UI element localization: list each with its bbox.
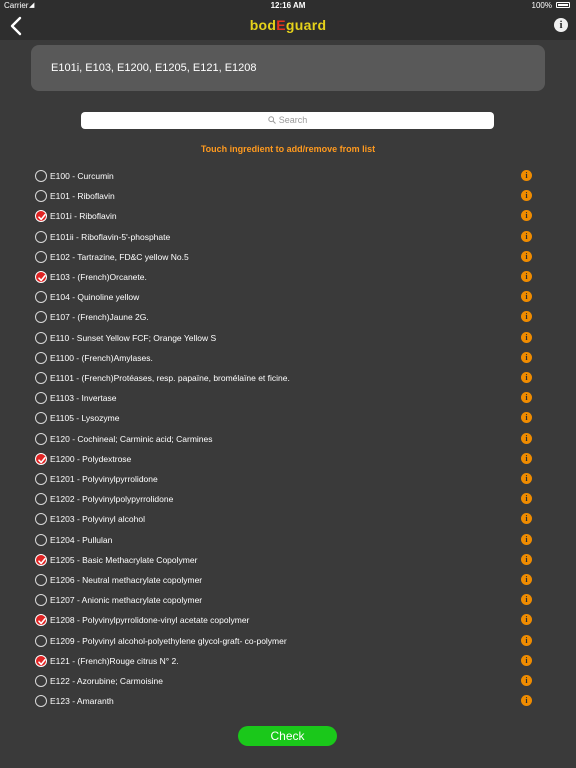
checked-radio-icon[interactable] [35,655,47,667]
unchecked-radio-icon[interactable] [35,594,47,606]
info-icon[interactable]: i [521,675,532,686]
unchecked-radio-icon[interactable] [35,352,47,364]
info-icon[interactable]: i [521,473,532,484]
ingredient-row[interactable] [0,530,576,550]
unchecked-radio-icon[interactable] [35,534,47,546]
ingredient-label: E100 - Curcumin [50,171,114,181]
unchecked-radio-icon[interactable] [35,372,47,384]
unchecked-radio-icon[interactable] [35,392,47,404]
info-icon[interactable]: i [521,291,532,302]
info-icon[interactable]: i [521,231,532,242]
ingredient-row[interactable] [0,610,576,630]
checked-radio-icon[interactable] [35,271,47,283]
logo-part-guard: guard [285,17,327,33]
info-icon[interactable]: i [521,614,532,625]
unchecked-radio-icon[interactable] [35,493,47,505]
selected-ingredients-text: E101i, E103, E1200, E1205, E121, E1208 [51,62,257,74]
ingredient-row[interactable] [0,227,576,247]
search-input[interactable] [81,112,494,129]
ingredient-row[interactable] [0,348,576,368]
unchecked-radio-icon[interactable] [35,433,47,445]
ingredient-row[interactable] [0,307,576,327]
unchecked-radio-icon[interactable] [35,695,47,707]
info-icon[interactable]: i [521,534,532,545]
info-icon[interactable]: i [521,210,532,221]
ingredient-row[interactable] [0,691,576,711]
ingredient-row[interactable] [0,651,576,671]
unchecked-radio-icon[interactable] [35,412,47,424]
ingredient-label: E101 - Riboflavin [50,191,115,202]
search-placeholder-text: Search [278,115,308,125]
ingredient-row[interactable] [0,469,576,489]
search-icon [268,116,276,124]
info-icon[interactable]: i [521,695,532,706]
ingredient-label: E1206 - Neutral methacrylate copolymer [50,575,203,585]
ingredient-row[interactable] [0,489,576,509]
ingredient-label: E102 - Tartrazine, FD&C yellow No.5 [50,251,189,262]
ingredient-label: E1205 - Basic Methacrylate Copolymer [50,554,198,565]
ingredient-label: E107 - (French)Jaune 2G. [50,312,149,323]
unchecked-radio-icon[interactable] [35,574,47,586]
ingredient-label: E1103 - Invertase [50,393,117,404]
ingredient-label: E1200 - Polydextrose [50,453,132,464]
ingredient-row[interactable] [0,408,576,428]
info-icon[interactable]: i [521,635,532,646]
ingredient-label: E120 - Cochineal; Carminic acid; Carmines [50,433,213,444]
wifi-icon: ◢ [29,2,35,9]
ingredient-row[interactable] [0,206,576,226]
ingredient-label: E1201 - Polyvinylpyrrolidone [50,474,158,484]
ingredient-label: E1101 - (French)Protéases, resp. papaïne, bromélaïne et ficine. [50,373,290,383]
status-time: 12:16 AM [270,1,306,10]
checked-radio-icon[interactable] [35,210,47,222]
unchecked-radio-icon[interactable] [35,332,47,344]
ingredient-row[interactable] [0,631,576,651]
checked-radio-icon[interactable] [35,453,47,465]
ingredient-label: E123 - Amaranth [50,696,114,707]
unchecked-radio-icon[interactable] [35,311,47,323]
ingredient-row[interactable] [0,449,576,469]
info-icon[interactable]: i [521,594,532,605]
ingredient-label: E1208 - Polyvinylpyrrolidone-vinyl acetate copolymer [50,615,250,626]
info-icon[interactable]: i [521,574,532,585]
info-icon[interactable]: i [521,453,532,464]
ingredient-row[interactable] [0,287,576,307]
unchecked-radio-icon[interactable] [35,635,47,647]
ingredient-row[interactable] [0,590,576,610]
ingredient-row[interactable] [0,186,576,206]
info-icon[interactable]: i [521,190,532,201]
unchecked-radio-icon[interactable] [35,513,47,525]
checked-radio-icon[interactable] [35,614,47,626]
status-bar [0,0,576,12]
ingredient-label: E1100 - (French)Amylases. [50,352,153,363]
logo-part-e: E [276,17,286,33]
info-icon[interactable]: i [521,554,532,565]
ingredient-label: E104 - Quinoline yellow [50,292,140,303]
ingredient-row[interactable] [0,328,576,348]
check-button[interactable]: Check [238,726,337,746]
ingredient-label: E121 - (French)Rouge citrus N° 2. [50,655,179,666]
info-icon[interactable]: i [521,392,532,403]
search-placeholder [81,115,494,125]
instruction-text: Touch ingredient to add/remove from list [200,144,376,154]
ingredient-row[interactable] [0,247,576,267]
ingredient-label: E1207 - Anionic methacrylate copolymer [50,595,203,606]
ingredient-label: E101i - Riboflavin [50,211,117,222]
ingredient-label: E101ii - Riboflavin-5'-phosphate [50,231,171,242]
navigation-bar [0,12,576,40]
ingredient-row[interactable] [0,267,576,287]
ingredient-row[interactable] [0,388,576,408]
ingredient-row[interactable] [0,429,576,449]
ingredient-label: E103 - (French)Orcanete. [50,272,147,282]
ingredient-row[interactable] [0,550,576,570]
ingredient-label: E1209 - Polyvinyl alcohol-polyethylene glycol-graft- co-polymer [50,635,287,646]
logo-part-bod: bod [249,17,277,33]
info-button[interactable] [554,18,568,32]
battery-icon [556,2,570,8]
unchecked-radio-icon[interactable] [35,291,47,303]
ingredient-label: E122 - Azorubine; Carmoisine [50,676,163,686]
info-icon[interactable]: i [521,271,532,282]
battery-percent: 100% [531,1,552,10]
info-icon[interactable]: i [521,493,532,504]
app-logo [0,17,576,33]
ingredient-label: E1203 - Polyvinyl alcohol [50,514,145,525]
ingredient-row[interactable] [0,570,576,590]
info-icon[interactable]: i [521,433,532,444]
info-icon[interactable]: i [521,372,532,383]
info-icon[interactable]: i [521,251,532,262]
ingredient-row[interactable] [0,671,576,691]
ingredient-label: E1105 - Lysozyme [50,413,120,424]
info-icon[interactable]: i [521,352,532,363]
checked-radio-icon[interactable] [35,554,47,566]
info-icon[interactable]: i [521,412,532,423]
ingredient-row[interactable] [0,509,576,529]
selected-ingredients-box [31,45,545,91]
info-icon[interactable]: i [521,311,532,322]
info-icon[interactable]: i [521,332,532,343]
info-icon[interactable]: i [521,655,532,666]
carrier-label: Carrier [4,1,29,10]
unchecked-radio-icon[interactable] [35,675,47,687]
ingredient-label: E1202 - Polyvinylpolypyrrolidone [50,494,174,505]
unchecked-radio-icon[interactable] [35,190,47,202]
info-icon[interactable]: i [521,513,532,524]
ingredient-label: E110 - Sunset Yellow FCF; Orange Yellow S [50,332,217,343]
ingredient-row[interactable] [0,368,576,388]
unchecked-radio-icon[interactable] [35,170,47,182]
ingredient-row[interactable] [0,166,576,186]
unchecked-radio-icon[interactable] [35,231,47,243]
unchecked-radio-icon[interactable] [35,473,47,485]
ingredient-label: E1204 - Pullulan [50,534,113,545]
info-icon[interactable]: i [521,170,532,181]
info-icon: i [559,19,563,31]
unchecked-radio-icon[interactable] [35,251,47,263]
